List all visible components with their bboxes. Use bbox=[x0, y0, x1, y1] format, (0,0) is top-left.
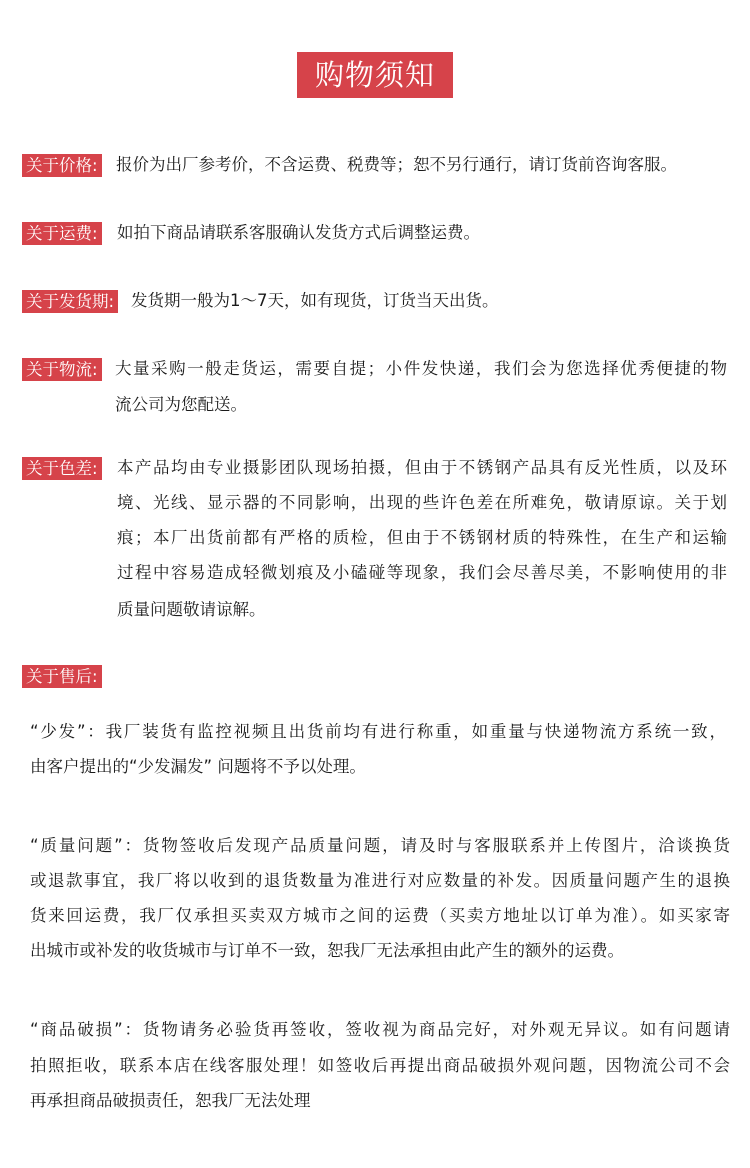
aftersales-short-shipment: “少发”：我厂装货有监控视频且出货前均有进行称重，如重量与快递物流方系统一致， bbox=[30, 722, 726, 741]
section-label-logistics: 关于物流: bbox=[22, 358, 102, 381]
section-text-color: 过程中容易造成轻微划痕及小磕碰等现象，我们会尽善尽美，不影响使用的非 bbox=[117, 563, 727, 582]
aftersales-damage: 再承担商品破损责任，恕我厂无法处理 bbox=[30, 1091, 311, 1110]
aftersales-short-shipment: 由客户提出的“少发漏发” 问题将不予以处理。 bbox=[30, 757, 366, 776]
section-label-shipping: 关于运费: bbox=[22, 222, 102, 245]
aftersales-damage: “商品破损”：货物请务必验货再签收，签收视为商品完好，对外观无异议。如有问题请 bbox=[30, 1020, 730, 1039]
section-text-shipping: 如拍下商品请联系客服确认发货方式后调整运费。 bbox=[117, 223, 480, 242]
section-text-color: 质量问题敬请谅解。 bbox=[117, 600, 266, 619]
section-text-logistics: 大量采购一般走货运，需要自提；小件发快递，我们会为您选择优秀便捷的物 bbox=[115, 359, 727, 378]
section-text-price: 报价为出厂参考价，不含运费、税费等；恕不另行通行，请订货前咨询客服。 bbox=[116, 155, 677, 174]
section-label-price: 关于价格: bbox=[22, 154, 102, 177]
section-text-logistics: 流公司为您配送。 bbox=[115, 395, 247, 414]
page-title: 购物须知 bbox=[297, 52, 453, 98]
aftersales-quality: 或退款事宜，我厂将以收到的退货数量为准进行对应数量的补发。因质量问题产生的退换 bbox=[30, 871, 730, 890]
section-label-color: 关于色差: bbox=[22, 457, 102, 480]
aftersales-quality: 出城市或补发的收货城市与订单不一致，恕我厂无法承担由此产生的额外的运费。 bbox=[30, 941, 624, 960]
section-label-aftersales: 关于售后: bbox=[22, 665, 102, 688]
aftersales-damage: 拍照拒收，联系本店在线客服处理！如签收后再提出商品破损外观问题，因物流公司不会 bbox=[30, 1056, 730, 1075]
section-text-color: 痕；本厂出货前都有严格的质检，但由于不锈钢材质的特殊性，在生产和运输 bbox=[117, 528, 727, 547]
section-text-color: 本产品均由专业摄影团队现场拍摄，但由于不锈钢产品具有反光性质，以及环 bbox=[117, 458, 727, 477]
aftersales-quality: 货来回运费，我厂仅承担买卖双方城市之间的运费（买卖方地址以订单为准）。如买家寄 bbox=[30, 906, 730, 925]
section-label-delivery: 关于发货期: bbox=[22, 290, 118, 313]
section-text-color: 境、光线、显示器的不同影响，出现的些许色差在所难免，敬请原谅。关于划 bbox=[117, 493, 727, 512]
aftersales-quality: “质量问题”：货物签收后发现产品质量问题，请及时与客服联系并上传图片，洽谈换货 bbox=[30, 836, 730, 855]
section-text-delivery: 发货期一般为1～7天，如有现货，订货当天出货。 bbox=[131, 291, 499, 310]
